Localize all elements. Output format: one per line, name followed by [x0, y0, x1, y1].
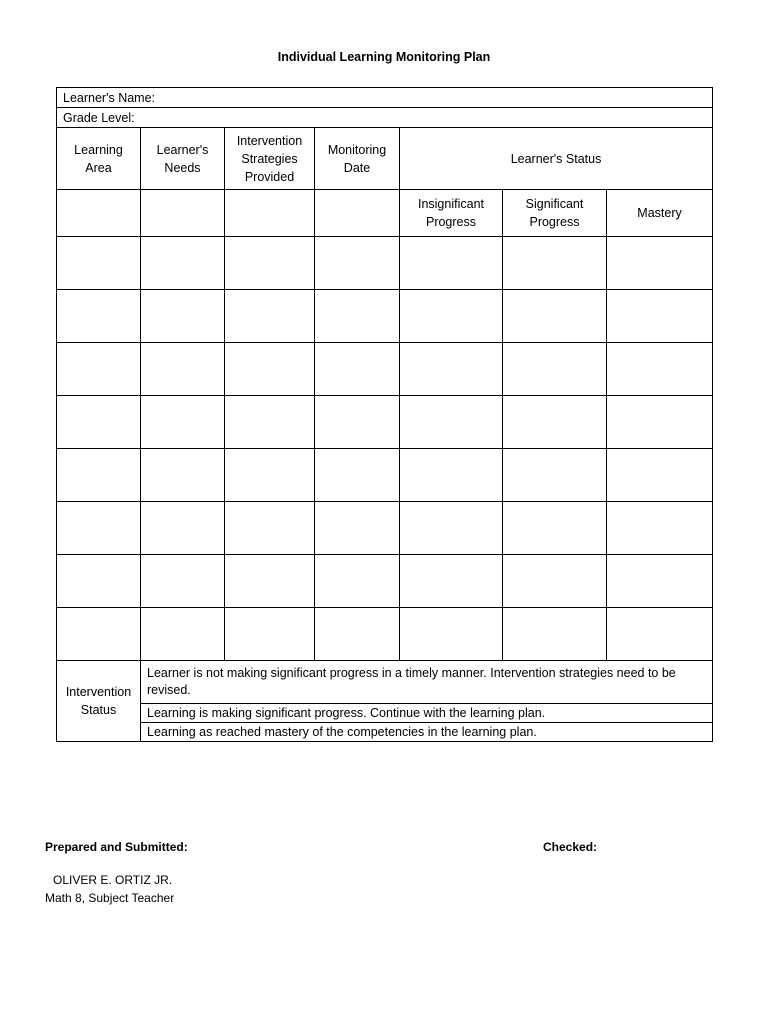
table-row	[57, 608, 713, 661]
table-cell[interactable]	[141, 343, 225, 396]
table-cell[interactable]	[607, 608, 713, 661]
header-insignificant-progress: Insignificant Progress	[400, 190, 503, 237]
table-cell[interactable]	[400, 449, 503, 502]
table-cell[interactable]	[225, 449, 315, 502]
table-cell[interactable]	[225, 555, 315, 608]
intervention-status-continue: Learning is making significant progress. Continue with the learning plan.	[141, 704, 713, 723]
table-cell[interactable]	[57, 555, 141, 608]
table-cell[interactable]	[607, 290, 713, 343]
header-learners-status: Learner's Status	[400, 128, 713, 190]
table-row	[57, 449, 713, 502]
table-row	[57, 555, 713, 608]
learners-name-field[interactable]: Learner's Name:	[57, 88, 713, 108]
monitoring-plan-table	[56, 87, 713, 742]
table-cell[interactable]	[57, 449, 141, 502]
table-cell[interactable]	[141, 396, 225, 449]
table-cell[interactable]	[315, 555, 400, 608]
intervention-status-mastery: Learning as reached mastery of the competencies in the learning plan.	[141, 723, 713, 742]
table-cell[interactable]	[315, 608, 400, 661]
table-cell[interactable]	[57, 396, 141, 449]
table-cell[interactable]	[503, 608, 607, 661]
table-cell[interactable]	[400, 396, 503, 449]
table-cell[interactable]	[225, 343, 315, 396]
header-significant-progress: Significant Progress	[503, 190, 607, 237]
table-cell[interactable]	[503, 396, 607, 449]
header-mastery: Mastery	[607, 190, 713, 237]
table-cell[interactable]	[225, 608, 315, 661]
table-row	[57, 502, 713, 555]
teacher-role: Math 8, Subject Teacher	[45, 891, 175, 905]
table-cell[interactable]	[141, 449, 225, 502]
table-cell[interactable]	[141, 237, 225, 290]
teacher-name: OLIVER E. ORTIZ JR.	[53, 873, 173, 887]
table-cell[interactable]	[503, 290, 607, 343]
table-row	[57, 290, 713, 343]
table-cell[interactable]	[57, 608, 141, 661]
table-cell[interactable]	[225, 290, 315, 343]
table-cell[interactable]	[315, 449, 400, 502]
table-cell[interactable]	[225, 396, 315, 449]
grade-level-field[interactable]: Grade Level:	[57, 108, 713, 128]
table-row	[57, 237, 713, 290]
table-cell[interactable]	[503, 555, 607, 608]
table-cell[interactable]	[607, 396, 713, 449]
table-cell[interactable]	[400, 555, 503, 608]
table-cell[interactable]	[503, 237, 607, 290]
table-cell[interactable]	[400, 608, 503, 661]
table-cell[interactable]	[57, 502, 141, 555]
header-monitoring-date: Monitoring Date	[315, 128, 400, 190]
table-cell[interactable]	[503, 449, 607, 502]
table-cell[interactable]	[141, 608, 225, 661]
table-cell[interactable]	[141, 290, 225, 343]
prepared-submitted-label: Prepared and Submitted:	[45, 840, 188, 854]
intervention-status-revise: Learner is not making significant progress in a timely manner. Intervention strategies need to be revised.	[141, 661, 713, 704]
table-cell[interactable]	[607, 343, 713, 396]
table-cell[interactable]	[503, 502, 607, 555]
header-learners-needs: Learner's Needs	[141, 128, 225, 190]
table-cell[interactable]	[315, 190, 400, 237]
page-title: Individual Learning Monitoring Plan	[277, 50, 491, 64]
header-learning-area: Learning Area	[57, 128, 141, 190]
table-cell[interactable]	[225, 502, 315, 555]
table-cell[interactable]	[225, 190, 315, 237]
table-row	[57, 343, 713, 396]
table-cell[interactable]	[400, 290, 503, 343]
table-cell[interactable]	[57, 190, 141, 237]
table-cell[interactable]	[315, 396, 400, 449]
table-cell[interactable]	[315, 502, 400, 555]
table-cell[interactable]	[57, 290, 141, 343]
table-cell[interactable]	[57, 343, 141, 396]
table-cell[interactable]	[607, 237, 713, 290]
table-cell[interactable]	[315, 290, 400, 343]
table-cell[interactable]	[57, 237, 141, 290]
intervention-status-label: Intervention Status	[57, 661, 141, 742]
table-cell[interactable]	[400, 502, 503, 555]
table-cell[interactable]	[141, 190, 225, 237]
table-row	[57, 396, 713, 449]
checked-label: Checked:	[543, 840, 598, 854]
table-cell[interactable]	[400, 237, 503, 290]
header-intervention-strategies: Intervention Strategies Provided	[225, 128, 315, 190]
table-cell[interactable]	[607, 555, 713, 608]
table-cell[interactable]	[141, 555, 225, 608]
table-cell[interactable]	[503, 343, 607, 396]
table-cell[interactable]	[141, 502, 225, 555]
table-cell[interactable]	[225, 237, 315, 290]
table-cell[interactable]	[315, 237, 400, 290]
table-cell[interactable]	[607, 502, 713, 555]
table-cell[interactable]	[315, 343, 400, 396]
table-cell[interactable]	[607, 449, 713, 502]
table-cell[interactable]	[400, 343, 503, 396]
